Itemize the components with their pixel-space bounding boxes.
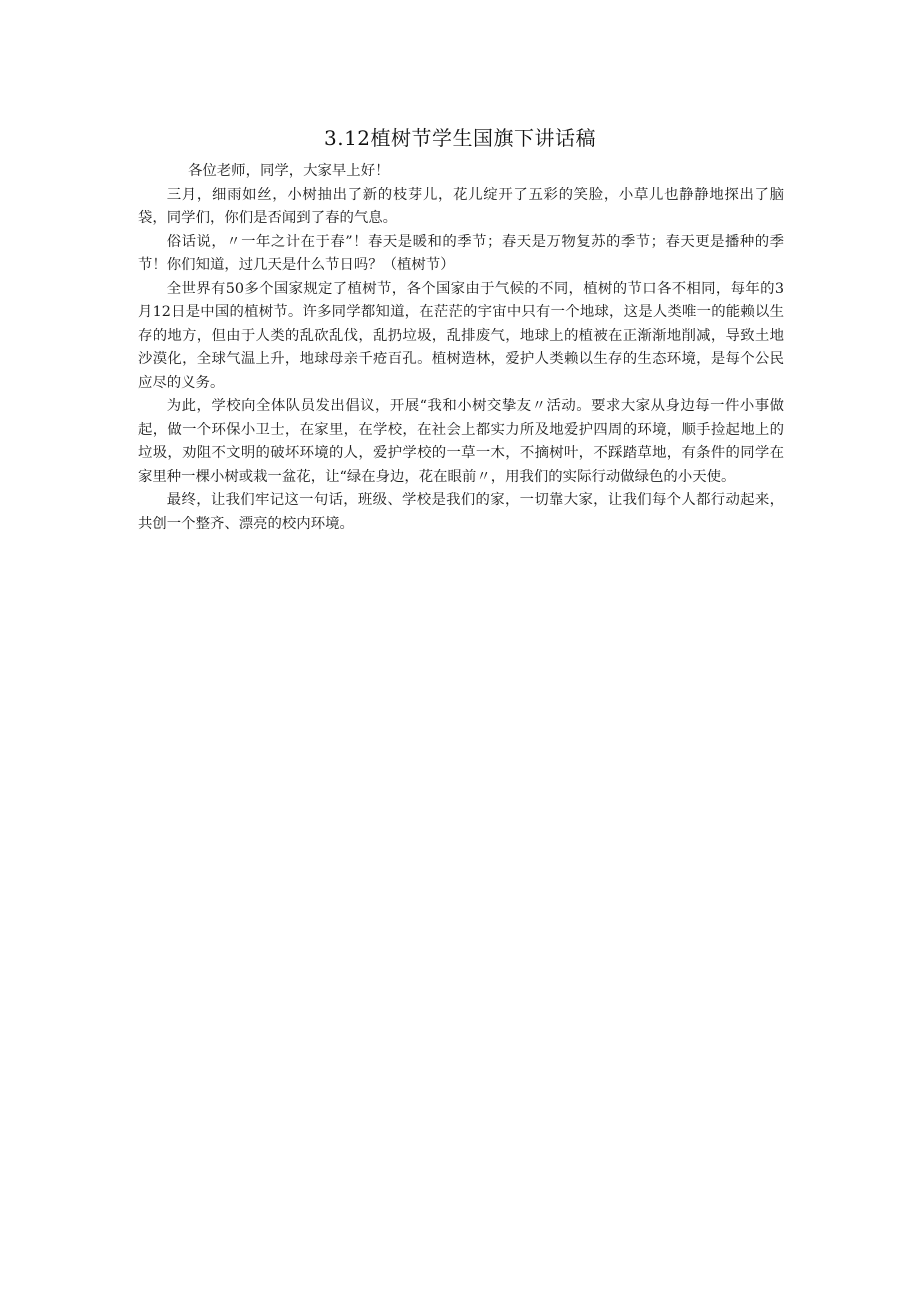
paragraph-arbor-day: 全世界有50多个国家规定了植树节，各个国家由于气候的不同，植树的节口各不相同，每年的3月12日是中国的植树节。许多同学都知道，在茫茫的宇宙中只有一个地球，这是人类唯一的能赖以生存的地方，但由于人类的乱砍乱伐，乱扔垃圾，乱排废气，地球上的植被在正渐渐地削减，导致土地沙漠化，全球气温上升，地球母亲千疮百孔。植树造林，爱护人类赖以生存的生态环境，是每个公民应尽的义务。 (138, 280, 784, 391)
paragraph-spring: 三月，细雨如丝，小树抽出了新的枝芽儿，花儿绽开了五彩的笑脸，小草儿也静静地探出了脑袋，同学们，你们是否闻到了春的气息。 (138, 186, 784, 226)
document-title: 3.12植树节学生国旗下讲话稿 (323, 126, 597, 150)
paragraph-proverb: 俗话说，〃一年之计在于春”！春天是暖和的季节；春天是万物复苏的季节；春天更是播种的季节！你们知道，过几天是什么节日吗？（植树节） (138, 233, 784, 273)
paragraph-initiative: 为此，学校向全体队员发出倡议，开展“我和小树交挚友〃活动。要求大家从身边每一件小事做起，做一个环保小卫士，在家里，在学校，在社会上都实力所及地爱护四周的环境，顺手捡起地上的垃圾，劝阻不文明的破坏环境的人，爱护学校的一草一木，不摘树叶，不踩踏草地，有条件的同学在家里种一棵小树或栽一盆花，让“绿在身边，花在眼前〃，用我们的实际行动做绿色的小天使。 (138, 398, 784, 485)
paragraph-closing: 最终，让我们牢记这一句话，班级、学校是我们的家，一切靠大家，让我们每个人都行动起来，共创一个整齐、漂亮的校内环境。 (138, 492, 784, 532)
greeting-line: 各位老师，同学，大家早上好！ (188, 163, 390, 179)
document-body (138, 160, 784, 536)
